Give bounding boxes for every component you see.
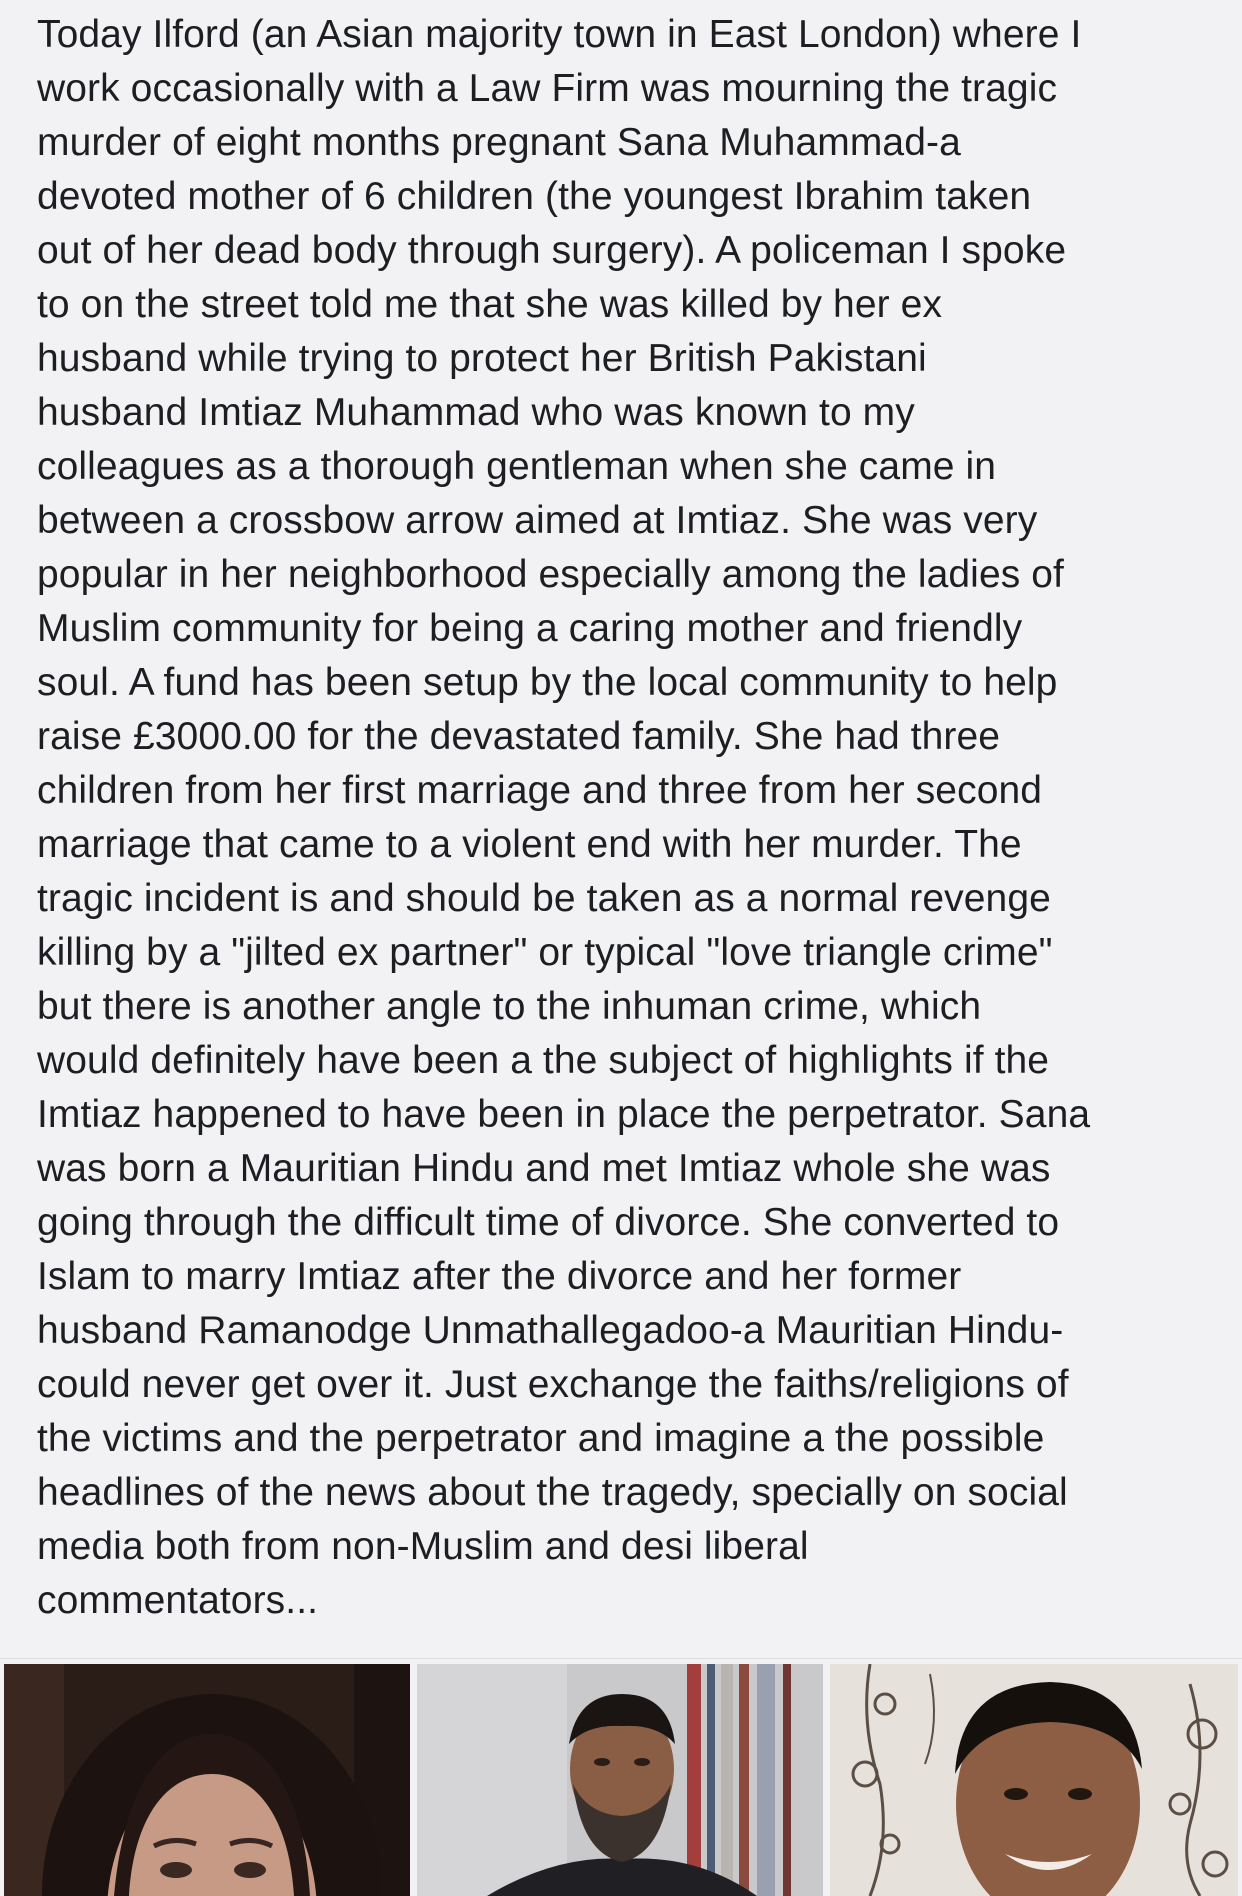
- photo-smiling-man-portrait[interactable]: [830, 1664, 1238, 1896]
- bearded-man-portrait-image: [417, 1664, 823, 1896]
- photo-grid: [0, 1658, 1242, 1896]
- smiling-man-portrait-image: [830, 1664, 1238, 1896]
- photo-bearded-man-portrait[interactable]: [417, 1664, 823, 1896]
- photo-woman-portrait[interactable]: [4, 1664, 410, 1896]
- woman-portrait-image: [4, 1664, 410, 1896]
- post-body-text: Today Ilford (an Asian majority town in East London) where I work occasionally with a Law Firm was mourning the tragic murder of eight months pregnant Sana Muhammad-a devoted mother of 6 children (the youngest Ibrahim taken out of her dead body through surgery). A policeman I spoke to on the street told me that she was killed by her ex husband while trying to protect her British Pakistani husband Imtiaz Muhammad who was known to my colleagues as a thorough gentleman when she came in between a crossbow arrow aimed at Imtiaz. She was very popular in her neighborhood especially among the ladies of Muslim community for being a caring mother and friendly soul. A fund has been setup by the local community to help raise £3000.00 for the devastated family. She had three children from her first marriage and three from her second marriage that came to a violent end with her murder. The tragic incident is and should be taken as a normal revenge killing by a "jilted ex partner" or typical "love triangle crime" but there is another angle to the inhuman crime, which would definitely have been a the subject of highlights if the Imtiaz happened to have been in place the perpetrator. Sana was born a Mauritian Hindu and met Imtiaz whole she was going through the difficult time of divorce. She converted to Islam to marry Imtiaz after the divorce and her former husband Ramanodge Unmathallegadoo-a Mauritian Hindu- could never get over it. Just exchange the faiths/religions of the victims and the perpetrator and imagine a the possible headlines of the news about the tragedy, specially on social media both from non-Muslim and desi liberal commentators...: [37, 13, 1091, 1622]
